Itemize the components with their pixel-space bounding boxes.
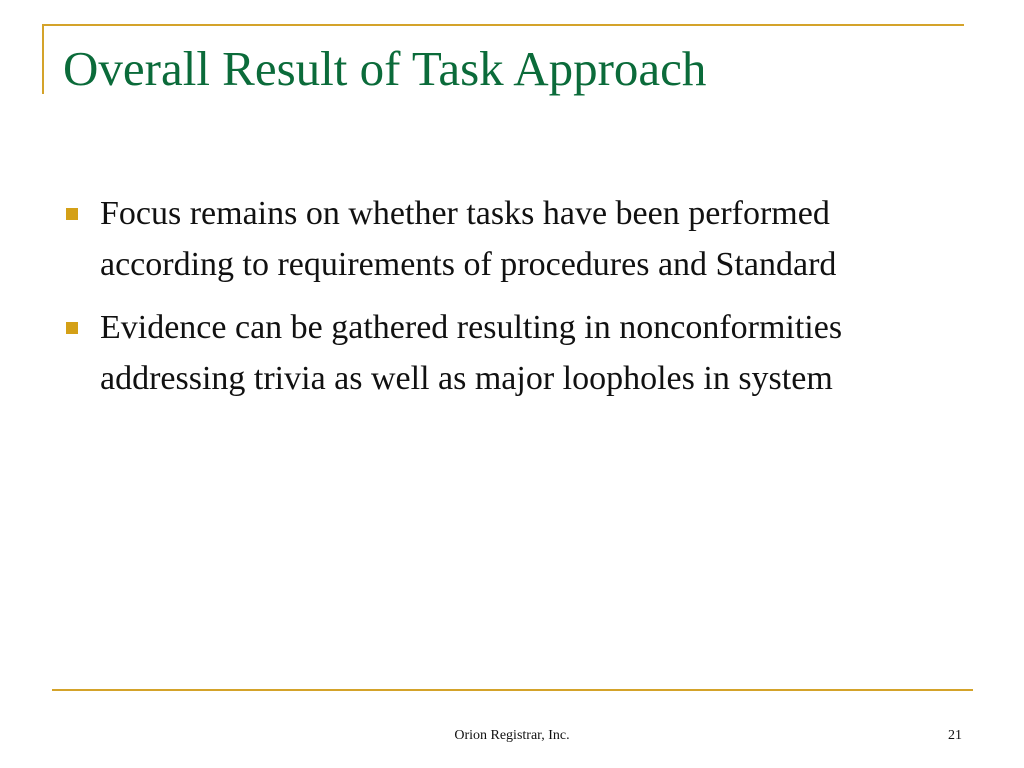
slide-title: Overall Result of Task Approach xyxy=(63,41,707,96)
bullet-item xyxy=(62,302,952,404)
bullet-text: Evidence can be gathered resulting in nonconformities addressing trivia as well as major loopholes in system xyxy=(100,309,843,397)
footer-text: Orion Registrar, Inc. xyxy=(454,728,570,743)
bullet-item xyxy=(62,188,952,290)
slide-number: 21 xyxy=(948,728,962,743)
footer-rule xyxy=(52,689,973,691)
square-bullet-icon xyxy=(66,322,78,334)
title-frame-left-rule xyxy=(42,24,44,94)
bullet-list xyxy=(62,188,952,416)
bullet-text: Focus remains on whether tasks have been performed according to requirements of procedures and Standard xyxy=(100,195,837,283)
square-bullet-icon xyxy=(66,208,78,220)
title-frame-top-rule xyxy=(42,24,964,26)
